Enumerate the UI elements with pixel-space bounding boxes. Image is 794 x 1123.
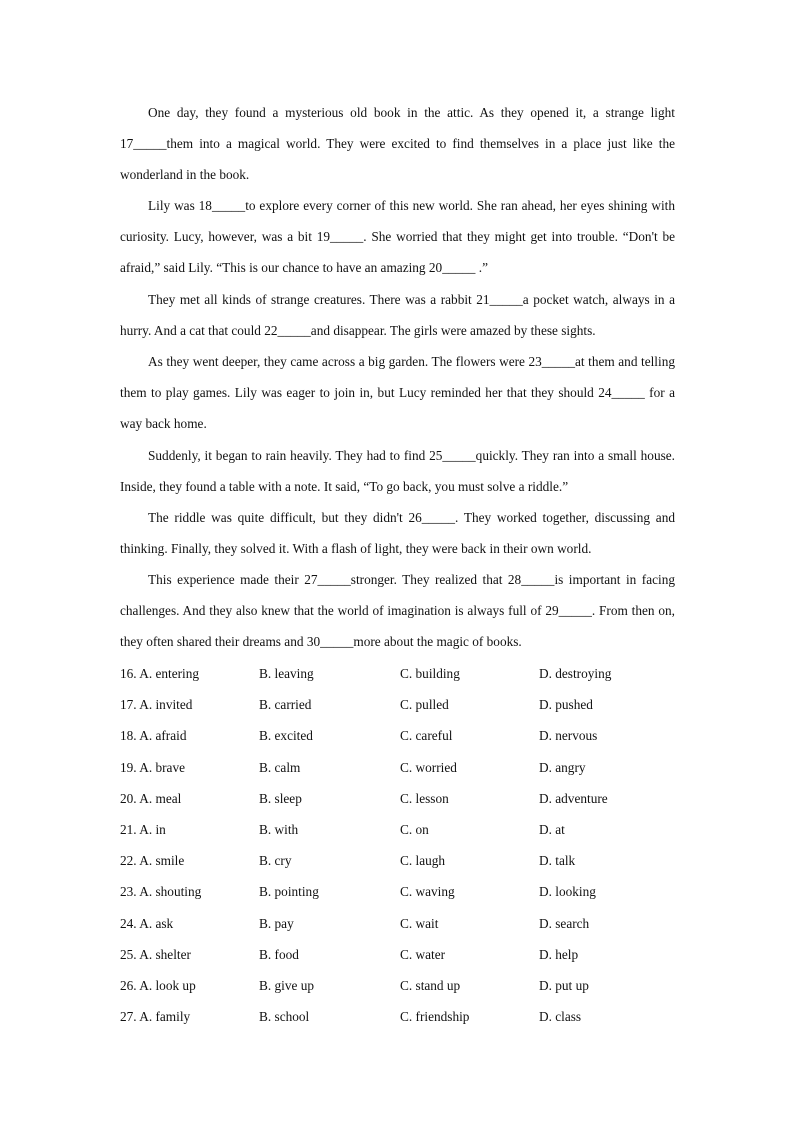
option-c: C. building bbox=[400, 666, 460, 681]
option-d: D. nervous bbox=[539, 728, 598, 744]
option-b: B. excited bbox=[259, 728, 313, 744]
option-d: D. help bbox=[539, 946, 579, 962]
option-b: B. with bbox=[259, 821, 299, 837]
option-b: B. food bbox=[259, 946, 299, 962]
question-number: 21. bbox=[120, 821, 137, 837]
question-row bbox=[120, 720, 680, 751]
question-row bbox=[120, 658, 680, 689]
option-d: D. at bbox=[539, 821, 565, 837]
passage-paragraph: Lily was 18_____to explore every corner of this new world. She ran ahead, her eyes shining with curiosity. Lucy, however, was a bit 19_____. She worried that they might get into trouble. “Don't be afraid,” said Lily. “This is our chance to have an amazing 20_____ .” bbox=[120, 198, 675, 276]
option-d: D. class bbox=[539, 1009, 582, 1025]
question-row bbox=[120, 939, 680, 970]
option-d: D. adventure bbox=[539, 790, 608, 806]
question-row bbox=[120, 1001, 680, 1032]
question-number: 20. bbox=[120, 790, 137, 806]
question-row bbox=[120, 783, 680, 814]
option-b: B. school bbox=[259, 1009, 310, 1025]
option-d: D. put up bbox=[539, 977, 589, 993]
option-b: B. pointing bbox=[259, 884, 319, 900]
option-text: A. afraid bbox=[139, 728, 187, 744]
passage-paragraph: The riddle was quite difficult, but they didn't 26_____. They worked together, discussing and thinking. Finally, they solved it. With a flash of light, they were back in their own world. bbox=[120, 510, 675, 557]
option-text: A. in bbox=[139, 821, 166, 837]
question-row bbox=[120, 908, 680, 939]
option-text: A. shouting bbox=[139, 884, 202, 900]
option-c: C. friendship bbox=[400, 1009, 470, 1025]
question-row bbox=[120, 876, 680, 907]
option-c: C. laugh bbox=[400, 853, 446, 869]
option-b: B. sleep bbox=[259, 790, 302, 806]
option-a bbox=[120, 689, 192, 720]
question-number: 19. bbox=[120, 759, 137, 775]
option-a bbox=[120, 720, 186, 751]
option-text: A. entering bbox=[139, 666, 200, 681]
question-number: 22. bbox=[120, 853, 137, 869]
answer-options-list bbox=[120, 658, 680, 1032]
option-c: C. on bbox=[400, 821, 429, 837]
question-row bbox=[120, 814, 680, 845]
question-number: 24. bbox=[120, 915, 137, 931]
option-text: A. ask bbox=[139, 915, 174, 931]
option-text: A. brave bbox=[139, 759, 185, 775]
option-text: A. look up bbox=[139, 977, 196, 993]
option-c: C. lesson bbox=[400, 790, 449, 806]
option-d: D. pushed bbox=[539, 697, 593, 713]
option-text: A. invited bbox=[139, 697, 193, 713]
option-b: B. calm bbox=[259, 759, 301, 775]
option-a bbox=[120, 970, 196, 1001]
option-c: C. waving bbox=[400, 884, 455, 900]
option-a bbox=[120, 658, 199, 689]
option-b: B. pay bbox=[259, 915, 294, 931]
option-a bbox=[120, 752, 185, 783]
passage-paragraph: Suddenly, it began to rain heavily. They had to find 25_____quickly. They ran into a small house. Inside, they found a table with a note. It said, “To go back, you must solve a riddle.” bbox=[120, 448, 675, 495]
option-c: C. wait bbox=[400, 915, 439, 931]
option-b: B. give up bbox=[259, 977, 315, 993]
option-a bbox=[120, 876, 201, 907]
option-b: B. carried bbox=[259, 697, 312, 713]
option-c: C. worried bbox=[400, 759, 457, 775]
passage-paragraph: This experience made their 27_____stronger. They realized that 28_____is important in facing challenges. And they also knew that the world of imagination is always full of 29_____. From then on, they often shared their dreams and 30_____more about the magic of books. bbox=[120, 572, 675, 650]
passage-paragraph: One day, they found a mysterious old book in the attic. As they opened it, a strange light 17_____them into a magical world. They were excited to find themselves in a place just like the wonderland in the book. bbox=[120, 105, 675, 183]
option-text: A. smile bbox=[139, 853, 185, 869]
option-a bbox=[120, 908, 173, 939]
option-b: B. cry bbox=[259, 853, 292, 869]
option-text: A. family bbox=[139, 1009, 191, 1025]
option-c: C. pulled bbox=[400, 697, 449, 713]
option-b: B. leaving bbox=[259, 666, 314, 681]
passage-paragraph: As they went deeper, they came across a big garden. The flowers were 23_____at them and telling them to play games. Lily was eager to join in, but Lucy reminded her that they should 24_____ for a way back home. bbox=[120, 354, 675, 432]
question-number: 16. bbox=[120, 666, 137, 681]
question-row bbox=[120, 970, 680, 1001]
option-d: D. talk bbox=[539, 853, 576, 869]
option-a bbox=[120, 845, 184, 876]
option-d: D. search bbox=[539, 915, 590, 931]
option-d: D. angry bbox=[539, 759, 586, 775]
question-row bbox=[120, 689, 680, 720]
option-text: A. meal bbox=[139, 790, 182, 806]
option-text: A. shelter bbox=[139, 946, 191, 962]
question-row bbox=[120, 752, 680, 783]
option-d: D. looking bbox=[539, 884, 596, 900]
question-number: 23. bbox=[120, 884, 137, 900]
option-a bbox=[120, 939, 191, 970]
option-a bbox=[120, 1001, 190, 1032]
question-number: 18. bbox=[120, 728, 137, 744]
passage-paragraph: They met all kinds of strange creatures. There was a rabbit 21_____a pocket watch, always in a hurry. And a cat that could 22_____and disappear. The girls were amazed by these sights. bbox=[120, 292, 675, 339]
option-a bbox=[120, 783, 181, 814]
option-d: D. destroying bbox=[539, 666, 612, 681]
question-row bbox=[120, 845, 680, 876]
question-number: 17. bbox=[120, 697, 137, 713]
question-number: 25. bbox=[120, 946, 137, 962]
option-a bbox=[120, 814, 166, 845]
question-number: 26. bbox=[120, 977, 137, 993]
option-c: C. careful bbox=[400, 728, 453, 744]
option-c: C. water bbox=[400, 946, 446, 962]
question-number: 27. bbox=[120, 1009, 137, 1025]
option-c: C. stand up bbox=[400, 977, 461, 993]
